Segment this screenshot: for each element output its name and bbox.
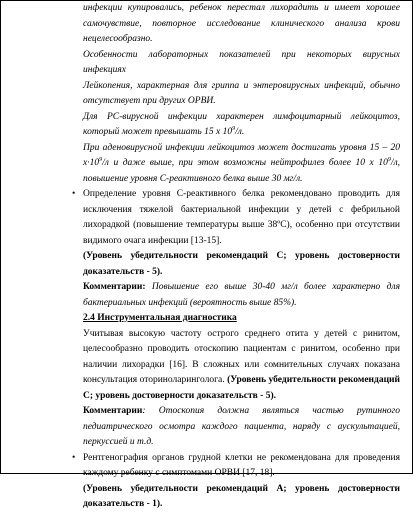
paragraph-otoscopy: Учитывая высокую частоту острого среднего отита у детей с ринитом, целесообразно проводить отоскопию пациентам с ринитом, особенно при наличии лихорадки [16]. В сложных или сомнительных случаях показана консультация оториноларинголога. (Уровень убедительности рекомендаций С; уровень достоверности доказательств - 5). [83, 328, 400, 401]
paragraph-rsv: Для РС-вирусной инфекции характерен лимфоцитарный лейкоцитоз, который может превышать 15 х $10^9/л$. [83, 111, 400, 137]
recommendation-level-1: (Уровень убедительности рекомендаций С; уровень достоверности доказательств - 5). [83, 251, 400, 277]
comment-otoscopy: Комментарии: Отоскопия должна являться частью рутинного педиатрического осмотра каждого пациента, наряду с аускультацией, перкуссией и т.д. [83, 406, 400, 447]
bullet-icon: • [72, 189, 76, 199]
paragraph-leukopenia: Лейкопения, характерная для гриппа и энтеровирусных инфекций, обычно отсутствует при других ОРВИ. [83, 80, 400, 106]
paragraph-cbc-note: инфекции купировались, ребенок перестал лихорадить и имеет хорошее самочувствие, повторное исследование клинического анализа крови нецелесообразно. [83, 3, 400, 44]
comment-crp: Комментарии: Повышение его выше 30-40 мг/л более характерно для бактериальных инфекций (вероятность выше 85%). [83, 282, 400, 308]
recommendation-level-3: (Уровень убедительности рекомендаций А; уровень достоверности доказательств - 1). [83, 483, 400, 509]
bullet-icon: • [72, 452, 76, 463]
bullet-xray-recommendation: • Рентгенография органов грудной клетки не рекомендована для проведения каждому ребенку с симптомами ОРВИ [17, 18]. [72, 452, 400, 478]
paragraph-lab-features-heading: Особенности лабораторных показателей при некоторых вирусных инфекциях [83, 49, 400, 75]
paragraph-adenovirus: При аденовирусной инфекции лейкоцитоз может достигать уровня 15 – 20 $х\cdot 10^9/л$ и даже выше, при этом возможны нейтрофилез более 10 х $10^9/л$, повышение уровня С-реактивного белка выше 30 мг/л. [83, 142, 400, 184]
section-heading-instrumental: 2.4 Инструментальная диагностика [83, 313, 237, 323]
document-page [72, 1, 400, 513]
bullet-crp-recommendation: • Определение уровня С-реактивного белка рекомендовано проводить для исключения тяжелой бактериальной инфекции у детей с фебрильной лихорадкой (повышение температуры выше 38ºС), особенно при отсутствии видимого очага инфекции [13-15]. [72, 189, 400, 246]
